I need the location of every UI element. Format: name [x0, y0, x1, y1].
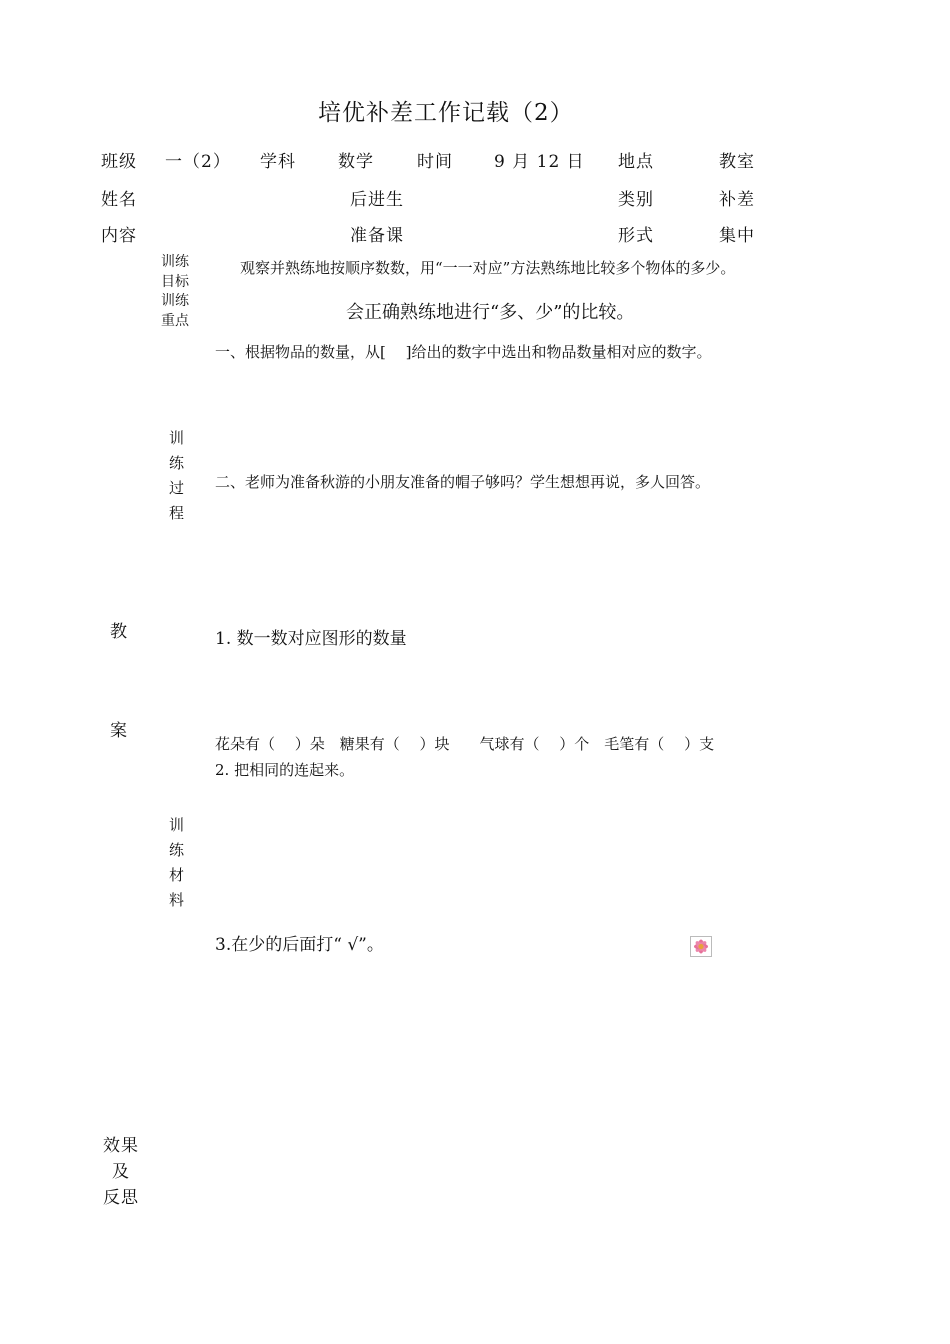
focus-text: 会正确熟练地进行“多、少”的比较。	[346, 302, 635, 323]
goal-label: 训练 目标	[161, 254, 189, 290]
goal-text: 观察并熟练地按顺序数数，用“一一对应”方法熟练地比较多个物体的多少。	[240, 259, 736, 277]
flower-icon	[690, 936, 712, 957]
class-value: 一（2）	[165, 152, 231, 172]
material-item-3: 3.在少的后面打“ √”。	[215, 935, 384, 955]
form-label: 形式	[618, 226, 654, 246]
subject-label: 学科	[260, 152, 296, 172]
process-item-1: 一、根据物品的数量，从[ ]给出的数字中选出和物品数量相对应的数字。	[215, 343, 712, 361]
place-label: 地点	[618, 152, 654, 172]
content-label: 内容	[101, 226, 137, 246]
content-value: 准备课	[350, 226, 404, 246]
place-value: 教室	[719, 152, 755, 172]
lesson-plan-label-2: 案	[110, 721, 128, 741]
name-value: 后进生	[350, 190, 404, 210]
subject-value: 数学	[338, 152, 374, 172]
materials-label: 训 练 材 料	[169, 816, 185, 909]
time-label: 时间	[417, 152, 453, 172]
time-value: 9 月 12 日	[494, 152, 585, 172]
process-item-2: 二、老师为准备秋游的小朋友准备的帽子够吗？学生想想再说，多人回答。	[215, 473, 711, 491]
material-blanks: 花朵有（ ）朵 糖果有（ ）块 气球有（ ）个 毛笔有（ ）支	[215, 735, 715, 753]
category-value: 补差	[719, 190, 755, 210]
material-item-1: 1. 数一数对应图形的数量	[215, 629, 407, 649]
process-label: 训 练 过 程	[169, 429, 185, 522]
reflection-label: 效果 及 反思	[103, 1136, 139, 1208]
category-label: 类别	[618, 190, 654, 210]
focus-label: 训练 重点	[161, 293, 189, 329]
material-item-2: 2. 把相同的连起来。	[215, 761, 355, 779]
class-label: 班级	[101, 152, 137, 172]
form-value: 集中	[719, 226, 755, 246]
lesson-plan-label-1: 教	[110, 622, 128, 642]
page-title: 培优补差工作记载（2）	[318, 100, 574, 126]
name-label: 姓名	[101, 190, 137, 210]
